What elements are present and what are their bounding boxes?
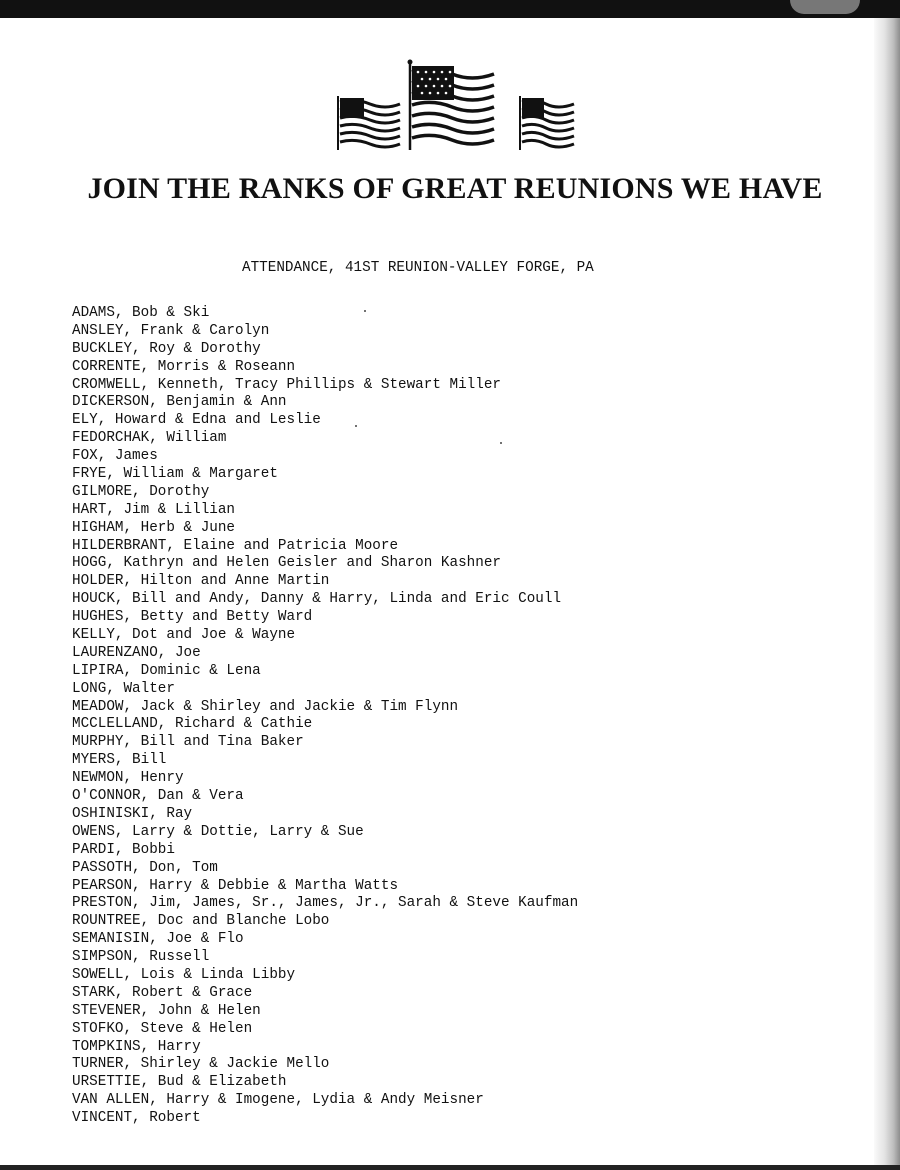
attendee-entry: OWENS, Larry & Dottie, Larry & Sue <box>72 823 364 840</box>
scan-bottom-edge <box>0 1165 900 1170</box>
attendee-entry: NEWMON, Henry <box>72 770 184 787</box>
scan-page-edge <box>874 18 900 1170</box>
attendee-entry: ADAMS, Bob & Ski <box>72 305 210 321</box>
attendee-entry: PARDI, Bobbi <box>72 841 175 858</box>
attendee-entry: MYERS, Bill <box>72 752 167 769</box>
attendee-entry: ROUNTREE, Doc and Blanche Lobo <box>72 913 330 930</box>
attendee-entry: VAN ALLEN, Harry & Imogene, Lydia & Andy Meisner <box>72 1092 484 1109</box>
attendee-entry: PRESTON, Jim, James, Sr., James, Jr., Sarah & Steve Kaufman <box>72 895 579 912</box>
attendee-entry: LIPIRA, Dominic & Lena <box>72 662 261 679</box>
attendee-entry: FOX, James <box>72 448 158 465</box>
attendee-entry: OSHINISKI, Ray <box>72 805 193 822</box>
scan-speck <box>364 310 366 312</box>
attendee-entry: URSETTIE, Bud & Elizabeth <box>72 1074 287 1091</box>
attendee-entry: HART, Jim & Lillian <box>72 501 236 518</box>
attendee-entry: STARK, Robert & Grace <box>72 984 253 1001</box>
attendee-entry: FEDORCHAK, William <box>72 430 227 447</box>
page-headline: JOIN THE RANKS OF GREAT REUNIONS WE HAVE <box>87 172 823 205</box>
scan-speck <box>500 442 502 444</box>
attendee-entry: HILDERBRANT, Elaine and Patricia Moore <box>72 537 399 554</box>
attendee-entry: SOWELL, Lois & Linda Libby <box>72 966 296 983</box>
attendee-entry: BUCKLEY, Roy & Dorothy <box>72 340 261 357</box>
attendee-entry: LAURENZANO, Joe <box>72 644 201 661</box>
attendee-entry: HOUCK, Bill and Andy, Danny & Harry, Linda and Eric Coull <box>72 591 562 608</box>
scan-top-shadow <box>0 0 900 18</box>
attendee-entry: MCCLELLAND, Richard & Cathie <box>72 716 313 733</box>
attendee-entry: CORRENTE, Morris & Roseann <box>72 358 296 375</box>
attendee-entry: SEMANISIN, Joe & Flo <box>72 931 244 948</box>
attendee-entry: GILMORE, Dorothy <box>72 483 210 500</box>
attendee-entry: PEARSON, Harry & Debbie & Martha Watts <box>72 877 399 894</box>
attendee-entry: LONG, Walter <box>72 680 175 697</box>
attendee-entry: PASSOTH, Don, Tom <box>72 859 218 876</box>
attendee-entry: STOFKO, Steve & Helen <box>72 1020 253 1037</box>
attendee-entry: MEADOW, Jack & Shirley and Jackie & Tim Flynn <box>72 698 459 715</box>
attendee-entry: KELLY, Dot and Joe & Wayne <box>72 627 296 644</box>
attendee-entry: CROMWELL, Kenneth, Tracy Phillips & Stewart Miller <box>72 376 501 393</box>
attendance-subtitle: ATTENDANCE, 41ST REUNION-VALLEY FORGE, PA <box>242 260 594 276</box>
attendee-entry: ANSLEY, Frank & Carolyn <box>72 322 270 339</box>
attendee-entry: SIMPSON, Russell <box>72 949 210 966</box>
attendee-entry: TOMPKINS, Harry <box>72 1038 201 1055</box>
attendee-entry: STEVENER, John & Helen <box>72 1002 261 1019</box>
attendee-entry: VINCENT, Robert <box>72 1110 201 1127</box>
american-flag-icon <box>330 58 580 158</box>
attendee-entry: O'CONNOR, Dan & Vera <box>72 788 244 805</box>
attendee-entry: HUGHES, Betty and Betty Ward <box>72 609 313 626</box>
attendee-entry: MURPHY, Bill and Tina Baker <box>72 734 304 751</box>
attendee-entry: HIGHAM, Herb & June <box>72 519 236 536</box>
attendee-entry: HOLDER, Hilton and Anne Martin <box>72 573 330 590</box>
attendee-entry: ELY, Howard & Edna and Leslie <box>72 412 321 429</box>
attendee-list <box>72 305 578 1128</box>
scan-top-shadow-highlight <box>790 0 860 14</box>
attendee-entry: TURNER, Shirley & Jackie Mello <box>72 1056 330 1073</box>
attendee-entry: HOGG, Kathryn and Helen Geisler and Sharon Kashner <box>72 555 501 572</box>
attendee-entry: DICKERSON, Benjamin & Ann <box>72 394 287 411</box>
attendee-entry: FRYE, William & Margaret <box>72 466 278 483</box>
scan-speck <box>355 425 357 427</box>
